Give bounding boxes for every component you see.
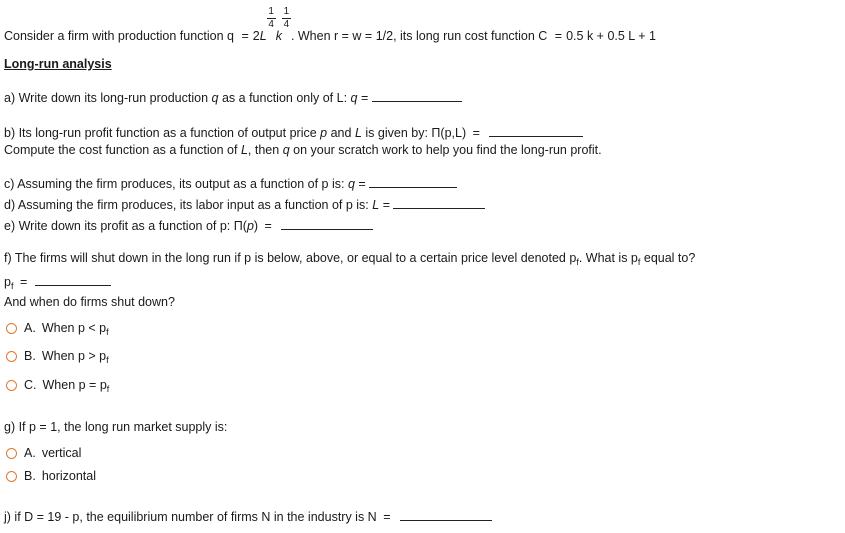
question-e-text: e) Write down its profit as a function of p: Π( bbox=[4, 219, 247, 233]
question-e-eq: = bbox=[264, 219, 272, 233]
intro-when: . When r = w = 1/2, its long run cost function C bbox=[290, 29, 548, 43]
question-b bbox=[4, 124, 583, 141]
question-j bbox=[4, 508, 492, 525]
answer-b-input[interactable] bbox=[489, 124, 583, 137]
option-letter: A. bbox=[24, 446, 36, 460]
option-letter: B. bbox=[24, 469, 36, 483]
question-f-mid: . What is p bbox=[578, 251, 638, 265]
question-a-var-q: q bbox=[211, 91, 219, 105]
radio-button[interactable] bbox=[6, 448, 17, 459]
f-option-a[interactable] bbox=[6, 321, 109, 337]
question-a-eq: = bbox=[360, 91, 369, 105]
intro-coef: 2 bbox=[252, 29, 260, 43]
answer-pf-input[interactable] bbox=[35, 273, 111, 286]
exponent-k-num: 1 bbox=[283, 6, 290, 17]
pf-eq: = bbox=[19, 275, 28, 289]
option-text: When p < p bbox=[41, 321, 107, 335]
answer-c-input[interactable] bbox=[369, 175, 457, 188]
f-option-b[interactable] bbox=[6, 349, 109, 365]
exponent-k-den: 4 bbox=[283, 19, 290, 30]
option-text: When p = p bbox=[42, 378, 107, 392]
answer-e-input[interactable] bbox=[281, 217, 373, 230]
intro-cost-eq: = bbox=[554, 29, 563, 43]
pf-label-sub: f bbox=[10, 281, 14, 291]
question-a-rest: as a function only of L: bbox=[221, 91, 348, 105]
question-j-eq: = bbox=[383, 510, 391, 524]
question-c bbox=[4, 175, 457, 192]
compute-text: Compute the cost function as a function of bbox=[4, 143, 238, 157]
option-sub: f bbox=[106, 327, 109, 337]
intro-var-l: L bbox=[259, 29, 267, 43]
option-letter: A. bbox=[24, 321, 36, 335]
option-sub: f bbox=[106, 355, 109, 365]
section-heading: Long-run analysis bbox=[4, 57, 112, 71]
radio-button[interactable] bbox=[6, 380, 17, 391]
question-f-end: equal to? bbox=[643, 251, 696, 265]
question-b-var-l: L bbox=[354, 126, 362, 140]
question-j-text: j) if D = 19 - p, the equilibrium number of firms N in the industry is N bbox=[4, 510, 377, 524]
question-a bbox=[4, 89, 462, 106]
g-option-a[interactable] bbox=[6, 446, 81, 461]
intro-cost-expr: 0.5 k + 0.5 L + 1 bbox=[566, 29, 656, 43]
question-e-var-p: p bbox=[246, 219, 254, 233]
option-text: When p > p bbox=[41, 349, 107, 363]
option-text: vertical bbox=[41, 446, 82, 460]
question-f bbox=[4, 251, 695, 267]
question-d-var-l: L bbox=[372, 198, 380, 212]
intro-eq: = bbox=[241, 29, 249, 43]
compute-hint bbox=[4, 143, 602, 158]
intro-prefix: Consider a firm with production function q bbox=[4, 29, 234, 43]
question-d-text: d) Assuming the firm produces, its labor input as a function of p is: bbox=[4, 198, 369, 212]
intro-line bbox=[4, 6, 656, 44]
option-text: horizontal bbox=[41, 469, 97, 483]
question-e bbox=[4, 217, 373, 234]
g-option-b[interactable] bbox=[6, 469, 96, 484]
question-a-text: a) Write down its long-run production bbox=[4, 91, 209, 105]
question-b-and: and bbox=[330, 126, 352, 140]
compute-var-q: q bbox=[282, 143, 290, 157]
compute-then: , then bbox=[247, 143, 280, 157]
exponent-l-num: 1 bbox=[268, 6, 274, 17]
question-f-text: f) The firms will shut down in the long run if p is below, above, or equal to a certain price level denoted p bbox=[4, 251, 577, 265]
exponent-l bbox=[267, 6, 276, 40]
question-b-eq: = bbox=[472, 126, 480, 140]
intro-var-k: k bbox=[275, 29, 282, 43]
exponent-l-den: 4 bbox=[268, 19, 274, 30]
question-f-sub2: f bbox=[637, 257, 641, 267]
question-b-var-p: p bbox=[320, 126, 328, 140]
answer-j-input[interactable] bbox=[400, 508, 492, 521]
answer-d-input[interactable] bbox=[393, 196, 485, 209]
exponent-k bbox=[282, 6, 291, 40]
answer-a-input[interactable] bbox=[372, 89, 462, 102]
question-b-text: b) Its long-run profit function as a function of output price bbox=[4, 126, 317, 140]
pf-label: p bbox=[4, 275, 11, 289]
pf-row bbox=[4, 273, 111, 291]
shutdown-question: And when do firms shut down? bbox=[4, 295, 175, 309]
question-d bbox=[4, 196, 485, 213]
compute-var-l: L bbox=[240, 143, 248, 157]
radio-button[interactable] bbox=[6, 471, 17, 482]
radio-button[interactable] bbox=[6, 323, 17, 334]
question-c-var-q: q bbox=[347, 177, 355, 191]
radio-button[interactable] bbox=[6, 351, 17, 362]
question-e-close: ) bbox=[253, 219, 259, 233]
question-c-eq: = bbox=[358, 177, 366, 191]
question-g: g) If p = 1, the long run market supply is: bbox=[4, 420, 228, 434]
question-d-eq: = bbox=[382, 198, 390, 212]
f-option-c[interactable] bbox=[6, 378, 109, 394]
compute-rest: on your scratch work to help you find the long-run profit. bbox=[293, 143, 602, 157]
question-a-var-q2: q bbox=[350, 91, 358, 105]
question-f-sub: f bbox=[576, 257, 579, 267]
question-c-text: c) Assuming the firm produces, its output as a function of p is: bbox=[4, 177, 345, 191]
option-sub: f bbox=[106, 384, 110, 394]
question-b-rest: is given by: Π(p,L) bbox=[365, 126, 467, 140]
option-letter: B. bbox=[24, 349, 36, 363]
option-letter: C. bbox=[24, 378, 37, 392]
